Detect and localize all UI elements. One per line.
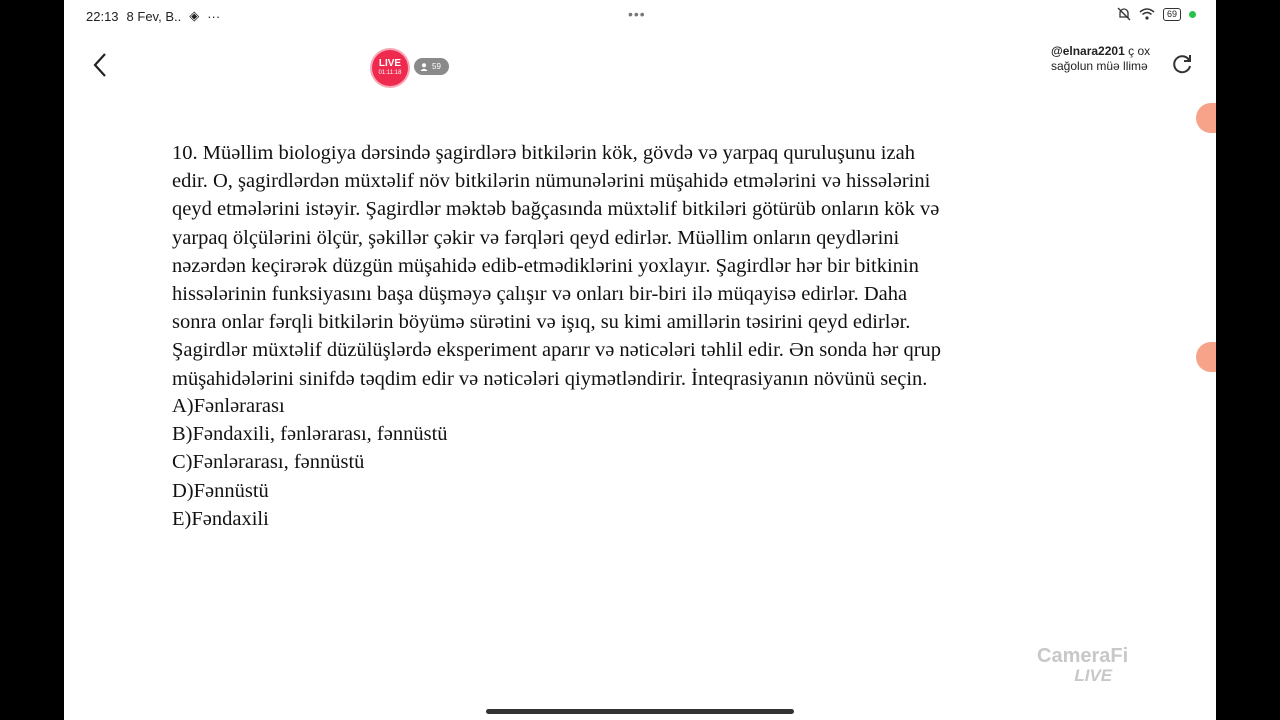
person-icon <box>420 63 428 71</box>
option-b[interactable]: B)Fəndaxili, fənlərarası, fənnüstü <box>172 423 448 446</box>
live-duration: 01:11:18 <box>378 70 402 76</box>
watermark-brand: CameraFi <box>1037 645 1129 667</box>
option-e[interactable]: E)Fəndaxili <box>172 507 269 530</box>
question-line: hissələrinin funksiyasını başa düşməyə çalışır və onları bir-biri ilə müqayisə edirlər. Daha <box>172 283 908 306</box>
option-a[interactable]: A)Fənlərarası <box>172 395 285 417</box>
question-line: müşahidələrini sinifdə təqdim edir və nəticələri qiymətləndirir. İnteqrasiyanın növünü seçin. <box>172 367 928 390</box>
home-indicator[interactable] <box>486 709 794 714</box>
status-time: 22:13 <box>86 8 119 24</box>
camera-side-tab[interactable] <box>1196 103 1216 133</box>
layers-icon: ◈ <box>189 8 200 23</box>
question-line: sonra onlar fərqli bitkilərin böyümə sürətini və işıq, su kimi amillərin təsirini qeyd edirlər. <box>172 311 911 334</box>
question-line: edir. O, şagirdlərdən müxtəlif növ bitkilərin nümunələrini müşahidə etmələrini və hissələrini <box>172 170 931 193</box>
refresh-icon[interactable] <box>1170 52 1194 76</box>
status-bar-left <box>86 8 220 24</box>
question-line: qeyd etmələrini istəyir. Şagirdlər məktəb bağçasında müxtəlif bitkiləri götürüb onların kök və <box>172 198 940 221</box>
question-line: 10. Müəllim biologiya dərsində şagirdlərə bitkilərin kök, gövdə və yarpaq quruluşunu izah <box>172 142 915 164</box>
camerafi-watermark <box>1037 646 1128 686</box>
privacy-indicator-dot <box>1189 11 1196 18</box>
back-arrow-icon[interactable] <box>88 50 114 80</box>
viewer-count-pill <box>414 58 449 75</box>
answer-options <box>172 392 448 533</box>
question-text <box>172 139 1160 393</box>
wifi-icon <box>1139 8 1155 20</box>
viewer-count: 59 <box>432 62 441 71</box>
comment-username: @elnara2201 <box>1051 44 1125 58</box>
question-line: nəzərdən keçirərək düzgün müşahidə edib-etmədiklərini yoxlayır. Şagirdlər hər bir bitkinin <box>172 254 919 277</box>
option-c[interactable]: C)Fənlərarası, fənnüstü <box>172 451 365 474</box>
question-line: yarpaq ölçülərini ölçür, şəkillər çəkir və fərqləri qeyd edirlər. Müəllim onların qeydlərini <box>172 226 900 249</box>
pen-side-tab[interactable] <box>1196 342 1216 372</box>
watermark-sub: LIVE <box>1074 666 1113 685</box>
comment-text: ç ox sağolun müə llimə <box>1051 44 1151 73</box>
window-dots[interactable]: ••• <box>628 6 646 22</box>
chat-comment <box>1051 44 1161 74</box>
status-bar-right <box>1117 7 1196 21</box>
live-label: LIVE <box>378 58 402 69</box>
battery-indicator: 69 <box>1163 8 1181 21</box>
mute-bell-icon <box>1117 7 1131 21</box>
more-dots-icon: ··· <box>207 8 221 24</box>
question-line: Şagirdlər müxtəlif düzülüşlərdə eksperiment aparır və nəticələri təhlil edir. Ən sonda hər qrup <box>172 339 942 362</box>
live-badge <box>372 50 408 86</box>
tablet-screen <box>64 0 1216 720</box>
option-d[interactable]: D)Fənnüstü <box>172 479 269 502</box>
status-date: 8 Fev, B.. <box>126 8 182 24</box>
